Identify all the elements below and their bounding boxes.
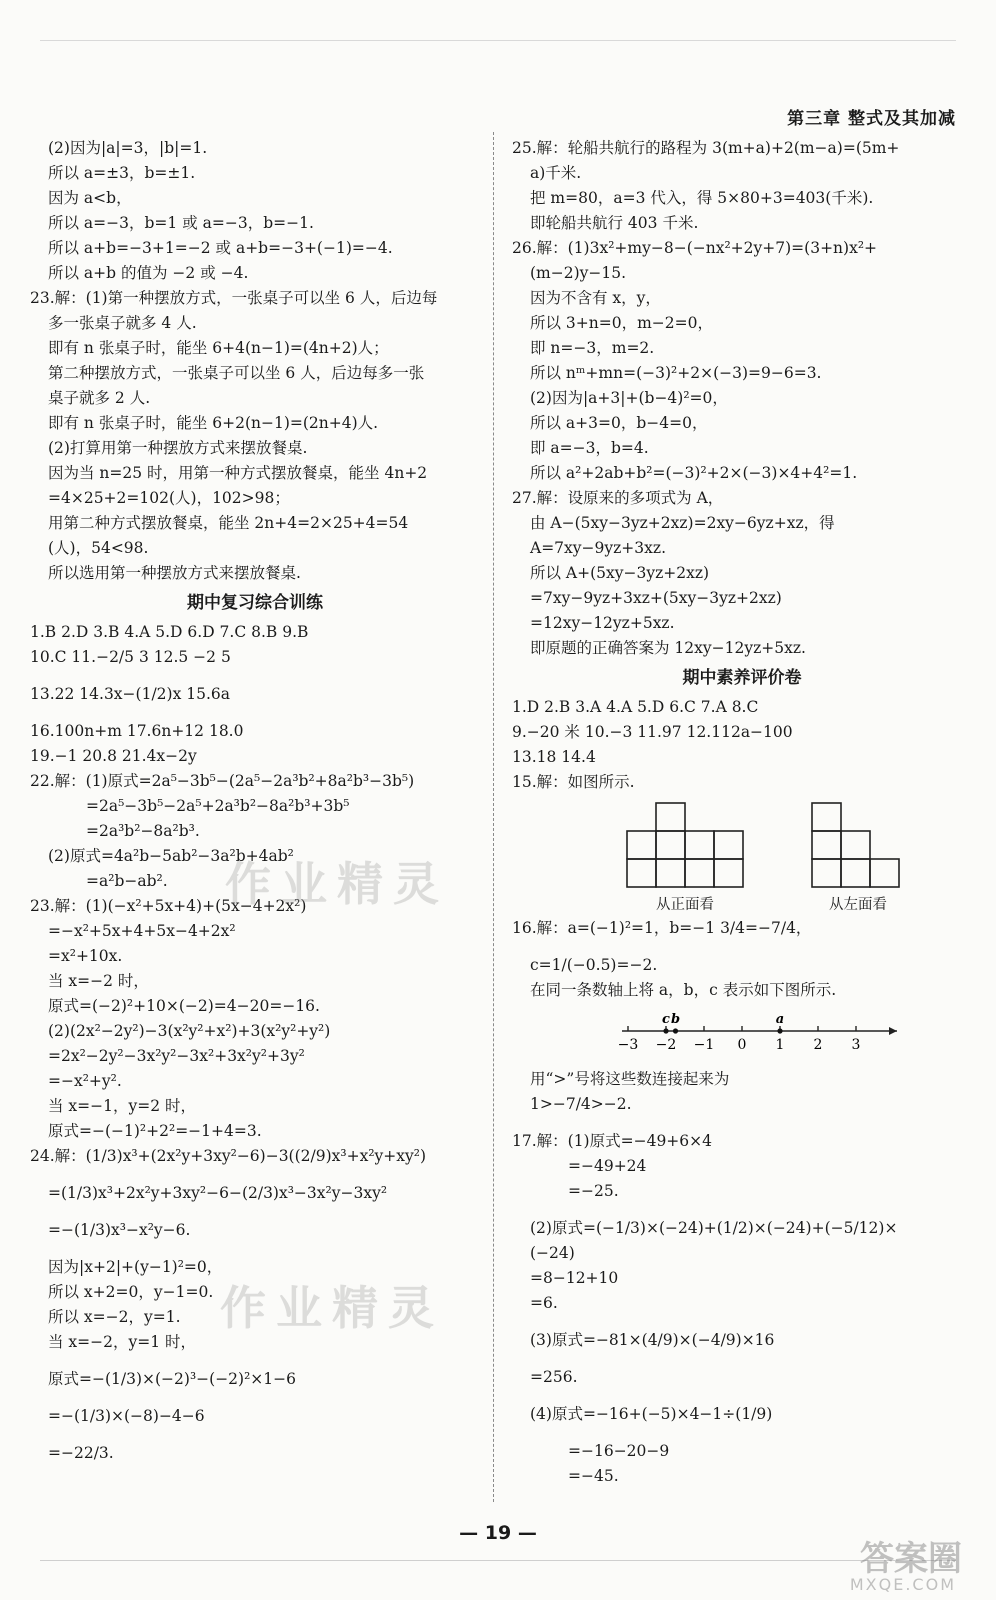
left-view-caption: 从左面看: [829, 897, 887, 913]
answer-line: 即有 n 张桌子时，能坐 6+4(n−1)=(4n+2)人；: [48, 339, 389, 357]
number-line-point: [663, 1028, 668, 1033]
answer-line: a)千米.: [530, 164, 582, 182]
answer-line: 1>−7/4>−2.: [530, 1095, 632, 1113]
corner-watermark-logo: 答案圈: [860, 1539, 962, 1579]
answer-line: 当 x=−2，y=1 时，: [48, 1333, 197, 1351]
answer-line: 因为|x+2|+(y−1)²=0，: [48, 1258, 223, 1276]
number-line-tick-label: −2: [655, 1037, 677, 1053]
line-spacer: [512, 1427, 972, 1439]
left-column: [30, 136, 480, 1466]
answer-line: 多一张桌子就多 4 人.: [48, 314, 197, 332]
answer-line: 即 n=−3，m=2.: [530, 339, 655, 357]
answer-line: 由 A−(5xy−3yz+2xz)=2xy−6yz+xz，得: [530, 514, 835, 532]
answer-line: 原式=−(1/3)×(−2)³−(−2)²×1−6: [48, 1370, 297, 1388]
answer-line: =−49+24: [568, 1157, 647, 1175]
number-line-point-label: b: [670, 1012, 681, 1027]
number-line: [602, 1007, 972, 1061]
answer-line: 所以 a+b 的值为 −2 或 −4.: [48, 264, 249, 282]
front-view-grid: [620, 801, 750, 891]
answer-line: 16.100n+m 17.6n+12 18.0: [30, 722, 244, 740]
answer-line: (2)因为|a|=3，|b|=1.: [48, 139, 208, 157]
answer-line: 所以 a=±3，b=±1.: [48, 164, 196, 182]
line-spacer: [30, 1169, 480, 1181]
number-line-point-label: a: [775, 1012, 785, 1027]
answer-line: 桌子就多 2 人.: [48, 389, 151, 407]
answer-line: 用第二种方式摆放餐桌，能坐 2n+4=2×25+4=54: [48, 514, 409, 532]
answer-line: 13.22 14.3x−(1/2)x 15.6a: [30, 685, 231, 703]
header-rule: [40, 40, 956, 41]
answer-line: 17.解：(1)原式=−49+6×4: [512, 1132, 713, 1150]
answer-line: 所以 3+n=0，m−2=0，: [530, 314, 714, 332]
answer-line: 在同一条数轴上将 a，b，c 表示如下图所示.: [530, 981, 837, 999]
answer-line: 24.解：(1/3)x³+(2x²y+3xy²−6)−3((2/9)x³+x²y+xy²): [30, 1147, 427, 1165]
answer-line: (2)(2x²−2y²)−3(x²y²+x²)+3(x²y²+y²): [48, 1022, 331, 1040]
answer-line: 所以 x+2=0，y−1=0.: [48, 1283, 214, 1301]
number-line-tick-label: −1: [693, 1037, 715, 1053]
answer-line: =(1/3)x³+2x²y+3xy²−6−(2/3)x³−3x²y−3xy²: [48, 1184, 388, 1202]
answer-line: 23.解：(1)第一种摆放方式，一张桌子可以坐 6 人，后边每: [30, 289, 438, 307]
line-spacer: [512, 1117, 972, 1129]
answer-line: =256.: [530, 1368, 578, 1386]
number-line-tick-label: −3: [617, 1037, 639, 1053]
number-line-tick-label: 2: [813, 1037, 823, 1053]
answer-line: 13.18 14.4: [512, 748, 596, 766]
footer-rule: [40, 1560, 956, 1561]
column-divider: [493, 132, 494, 1502]
answer-line: =2a³b²−8a²b³.: [86, 822, 200, 840]
answer-line: =8−12+10: [530, 1269, 619, 1287]
number-line-point-label: c: [662, 1012, 670, 1027]
answer-line: 原式=−(−1)²+2²=−1+4=3.: [48, 1122, 262, 1140]
answer-line: =−x²+y².: [48, 1072, 122, 1090]
corner-watermark-url: MXQE.COM: [849, 1575, 956, 1594]
line-spacer: [512, 1390, 972, 1402]
answer-line: 所以选用第一种摆放方式来摆放餐桌.: [48, 564, 301, 582]
answer-line: (−24): [530, 1244, 575, 1262]
answer-line: 10.C 11.−2/5 3 12.5 −2 5: [30, 648, 231, 666]
number-line-tick-label: 1: [775, 1037, 785, 1053]
answer-line: (人)，54<98.: [48, 539, 149, 557]
answer-line: =a²b−ab².: [86, 872, 168, 890]
answer-line: 第二种摆放方式，一张桌子可以坐 6 人，后边每多一张: [48, 364, 425, 382]
answer-line: 即轮船共航行 403 千米.: [530, 214, 699, 232]
answer-line: 所以 a+3=0，b−4=0，: [530, 414, 708, 432]
answer-line: =−45.: [568, 1467, 619, 1485]
section-heading: 期中素养评价卷: [682, 668, 802, 688]
answer-line: =2a⁵−3b⁵−2a⁵+2a³b²−8a²b³+3b⁵: [86, 797, 350, 815]
front-view-figure: [620, 801, 750, 914]
answer-line: 26.解：(1)3x²+my−8−(−nx²+2y+7)=(3+n)x²+: [512, 239, 878, 257]
answer-line: (2)因为|a+3|+(b−4)²=0，: [530, 389, 728, 407]
answer-line: A=7xy−9yz+3xz.: [530, 539, 666, 557]
answer-line: (m−2)y−15.: [530, 264, 627, 282]
answer-line: =−(1/3)×(−8)−4−6: [48, 1407, 205, 1425]
answer-line: (2)打算用第一种摆放方式来摆放餐桌.: [48, 439, 308, 457]
number-line-tick-label: 3: [851, 1037, 861, 1053]
answer-line: 所以 a²+2ab+b²=(−3)²+2×(−3)×4+4²=1.: [530, 464, 858, 482]
answer-line: (2)原式=4a²b−5ab²−3a²b+4ab²: [48, 847, 294, 865]
chapter-title: 第三章 整式及其加减: [787, 109, 956, 129]
page-number: — 19 —: [459, 1522, 537, 1544]
answer-line: =−22/3.: [48, 1444, 114, 1462]
answer-line: 即有 n 张桌子时，能坐 6+2(n−1)=(2n+4)人.: [48, 414, 379, 432]
answer-line: 即原题的正确答案为 12xy−12yz+5xz.: [530, 639, 806, 657]
answer-line: =−x²+5x+4+5x−4+2x²: [48, 922, 236, 940]
line-spacer: [30, 1429, 480, 1441]
answer-line: 所以 x=−2，y=1.: [48, 1308, 181, 1326]
number-line-svg: [602, 1007, 912, 1057]
answer-line: (3)原式=−81×(4/9)×(−4/9)×16: [530, 1331, 775, 1349]
answer-line: =−(1/3)x³−x²y−6.: [48, 1221, 191, 1239]
line-spacer: [30, 707, 480, 719]
answer-line: 15.解：如图所示.: [512, 773, 635, 791]
watermark-text: 作业精灵: [220, 1281, 444, 1335]
answer-line: =2x²−2y²−3x²y²−3x²+3x²y²+3y²: [48, 1047, 305, 1065]
answer-line: 当 x=−2 时，: [48, 972, 149, 990]
answer-line: =x²+10x.: [48, 947, 123, 965]
line-spacer: [512, 1204, 972, 1216]
watermark-text: 作业精灵: [225, 857, 449, 911]
line-spacer: [30, 1243, 480, 1255]
answer-line: 19.−1 20.8 21.4x−2y: [30, 747, 197, 765]
answer-line: (2)原式=(−1/3)×(−24)+(1/2)×(−24)+(−5/12)×: [530, 1219, 898, 1237]
answer-line: 22.解：(1)原式=2a⁵−3b⁵−(2a⁵−2a³b²+8a²b³−3b⁵): [30, 772, 415, 790]
answer-line: 27.解：设原来的多项式为 A，: [512, 489, 724, 507]
answer-line: c=1/(−0.5)=−2.: [530, 956, 658, 974]
answer-line: 因为 a<b，: [48, 189, 132, 207]
answer-line: 所以 nᵐ+mn=(−3)²+2×(−3)=9−6=3.: [530, 364, 822, 382]
answer-line: 16.解：a=(−1)²=1，b=−1 3/4=−7/4，: [512, 919, 812, 937]
answer-line: 把 m=80，a=3 代入，得 5×80+3=403(千米).: [530, 189, 874, 207]
answer-line: 1.D 2.B 3.A 4.A 5.D 6.C 7.A 8.C: [512, 698, 759, 716]
number-line-arrow: [889, 1027, 897, 1035]
answer-line: 所以 a+b=−3+1=−2 或 a+b=−3+(−1)=−4.: [48, 239, 393, 257]
answer-line: =−25.: [568, 1182, 619, 1200]
left-view-figure: [808, 801, 908, 914]
left-view-grid: [808, 801, 908, 891]
answer-line: 所以 A+(5xy−3yz+2xz): [530, 564, 710, 582]
front-view-caption: 从正面看: [656, 897, 714, 913]
line-spacer: [512, 1353, 972, 1365]
answer-line: 25.解：轮船共航行的路程为 3(m+a)+2(m−a)=(5m+: [512, 139, 900, 157]
right-column: [512, 136, 972, 1489]
line-spacer: [512, 1316, 972, 1328]
line-spacer: [512, 941, 972, 953]
line-spacer: [30, 1206, 480, 1218]
number-line-tick-label: 0: [737, 1037, 747, 1053]
answer-line: =12xy−12yz+5xz.: [530, 614, 675, 632]
answer-line: (4)原式=−16+(−5)×4−1÷(1/9): [530, 1405, 773, 1423]
answer-line: 用“>”号将这些数连接起来为: [530, 1070, 730, 1088]
answer-line: 当 x=−1，y=2 时，: [48, 1097, 197, 1115]
answer-line: 23.解：(1)(−x²+5x+4)+(5x−4+2x²): [30, 897, 307, 915]
answer-line: 9.−20 米 10.−3 11.97 12.112a−100: [512, 723, 793, 741]
answer-line: =−16−20−9: [568, 1442, 670, 1460]
line-spacer: [30, 1392, 480, 1404]
number-line-point: [777, 1028, 782, 1033]
answer-line: =7xy−9yz+3xz+(5xy−3yz+2xz): [530, 589, 782, 607]
section-heading: 期中复习综合训练: [187, 593, 323, 613]
answer-line: 即 a=−3，b=4.: [530, 439, 649, 457]
line-spacer: [30, 670, 480, 682]
answer-line: =6.: [530, 1294, 558, 1312]
answer-line: 1.B 2.D 3.B 4.A 5.D 6.D 7.C 8.B 9.B: [30, 623, 309, 641]
three-view-figures: [512, 801, 972, 914]
line-spacer: [30, 1355, 480, 1367]
answer-line: 所以 a=−3，b=1 或 a=−3，b=−1.: [48, 214, 314, 232]
number-line-point: [673, 1028, 678, 1033]
answer-line: =4×25+2=102(人)，102>98；: [48, 489, 290, 507]
answer-line: 因为当 n=25 时，用第一种方式摆放餐桌，能坐 4n+2: [48, 464, 428, 482]
answer-line: 原式=(−2)²+10×(−2)=4−20=−16.: [48, 997, 320, 1015]
answer-line: 因为不含有 x，y，: [530, 289, 661, 307]
